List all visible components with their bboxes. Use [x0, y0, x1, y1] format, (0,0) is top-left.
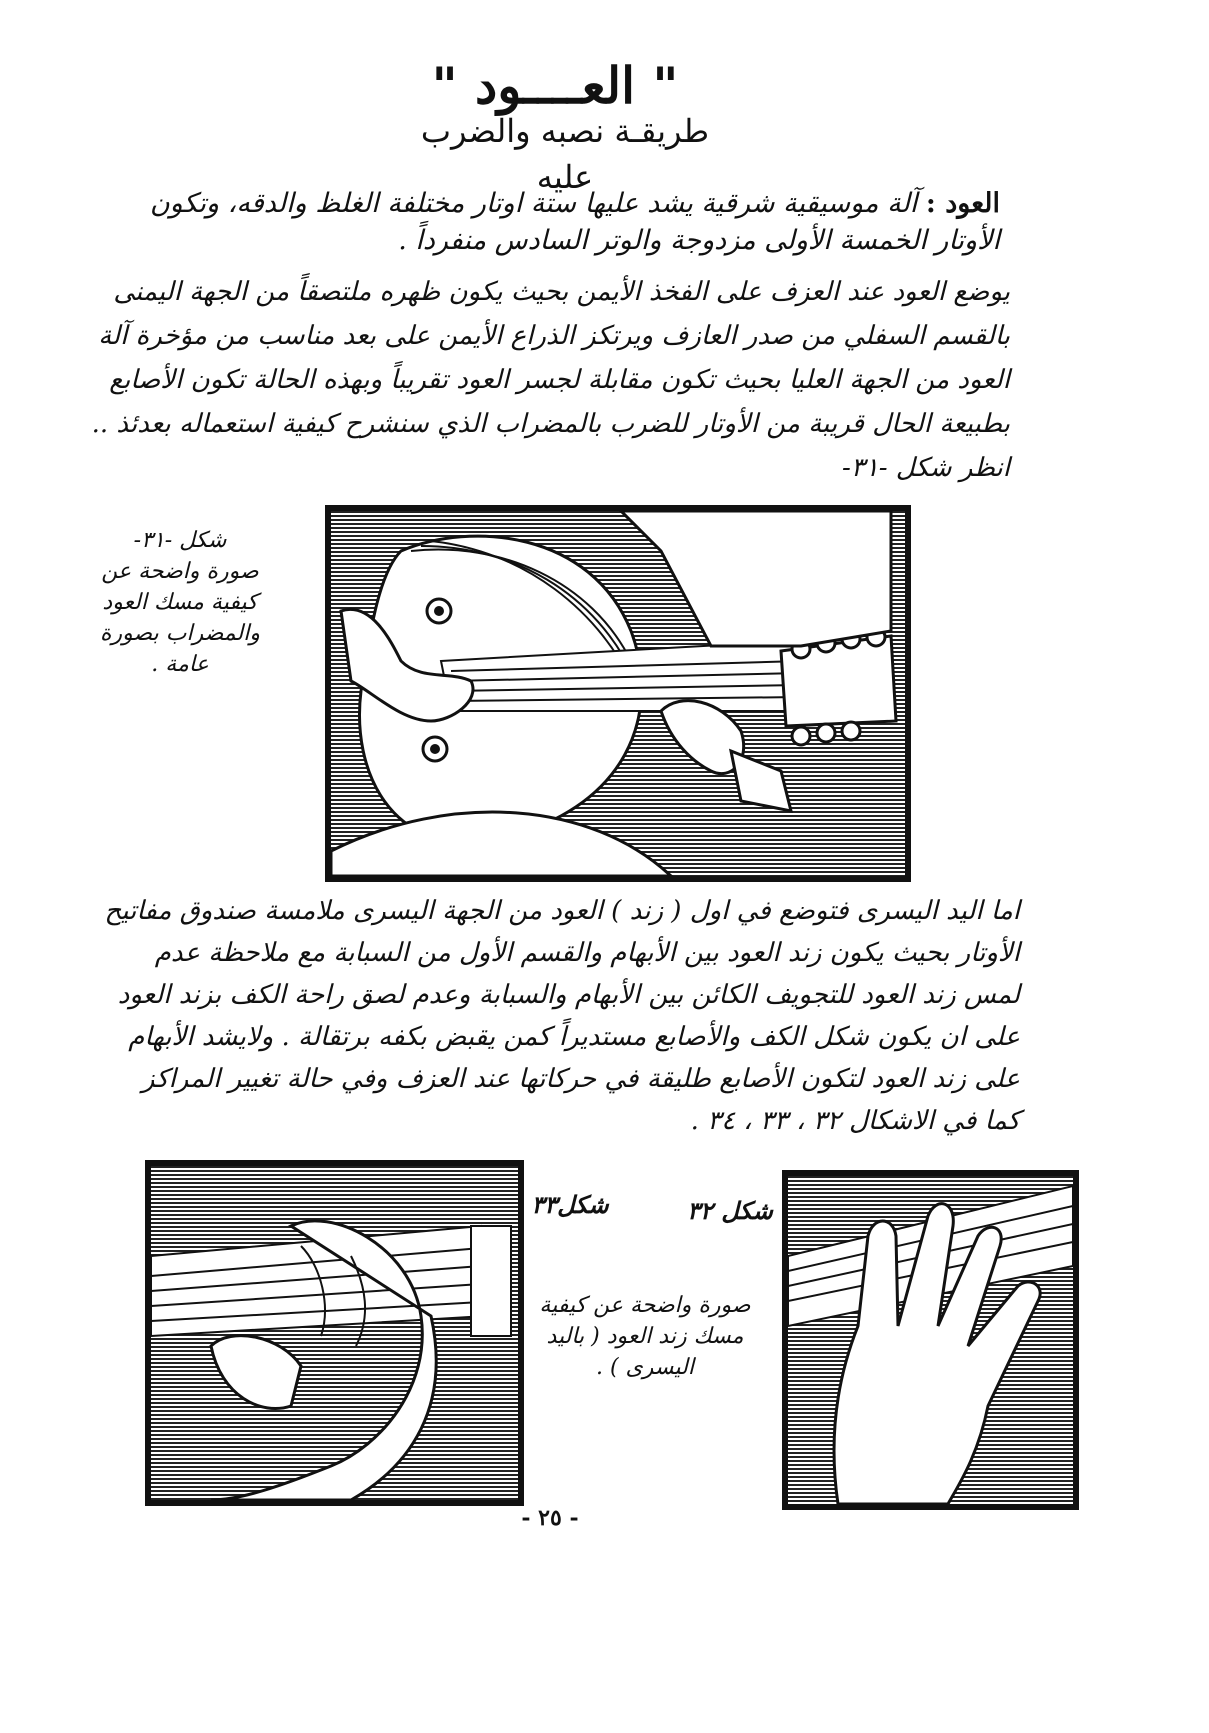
body-paragraph-3: اما اليد اليسرى فتوضع في اول ( زند ) العود من الجهة اليسرى ملامسة صندوق مفاتيح الأوتار بحيث يكون زند العود بين الأبهام والقسم الأول من السبابة مع ملاحظة عدم لمس زند العود للتجويف الكائن بين الأبهام والسبابة وعدم لصق راحة الكف بزند العود على ان يكون شكل الكف والأصابع مستديراً كمن يقبض بكفه برتقالة . ولايشد الأبهام على زند العود لتكون الأصابع طليقة في حركاتها عند العزف وفي حالة تغيير المراكز كما في الاشكال ٣٢ ، ٣٣ ، ٣٤ . — [104, 896, 1020, 1136]
left-hand-neck-drawing — [151, 1166, 518, 1500]
figure-31-oud-playing-illustration — [325, 505, 911, 882]
page-title: " العــــود " — [431, 56, 679, 115]
page-subtitle: طريقـة نصبه والضرب عليه — [420, 112, 710, 196]
figure-31-caption-block — [75, 525, 285, 680]
figure-33-label: شكل٣٣ — [531, 1190, 609, 1219]
intro-lead: العود : — [925, 188, 1000, 219]
figure-33-left-hand-illustration — [145, 1160, 524, 1506]
intro-paragraph — [80, 185, 1000, 259]
page-number: - ٢٥ - — [521, 1505, 579, 1531]
oud-playing-drawing — [331, 511, 905, 876]
figure-32-label: شكل ٣٢ — [687, 1196, 773, 1225]
body-paragraph-2: يوضع العود عند العزف على الفخذ الأيمن بحيث يكون ظهره ملتصقاً من الجهة اليمنى بالقسم السفلي من صدر العازف ويرتكز الذراع الأيمن على بعد مناسب من مؤخرة آلة العود من الجهة العليا بحيث تكون مقابلة لجسر العود تقريباً وبهذه الحالة تكون الأصابع بطبيعة الحال قريبة من الأوتار للضرب بالمضراب الذي سنشرح كيفية استعماله بعدئذ .. انظر شكل -٣١- — [91, 277, 1010, 483]
figure-32-left-hand-illustration — [782, 1170, 1079, 1510]
intro-text: آلة موسيقية شرقية يشد عليها ستة اوتار مختلفة الغلظ والدقه، وتكون الأوتار الخمسة الأولى مزدوجة والوتر السادس منفرداً . — [149, 188, 1000, 256]
figure-31-label: شكل -٣١- — [133, 528, 227, 553]
figure-31-caption: صورة واضحة عن كيفية مسك العود والمضراب بصورة عامة . — [100, 559, 260, 677]
figure-32-33-caption: صورة واضحة عن كيفية مسك زند العود ( باليد اليسرى ) . — [539, 1293, 751, 1380]
left-hand-palm-drawing — [788, 1176, 1073, 1504]
